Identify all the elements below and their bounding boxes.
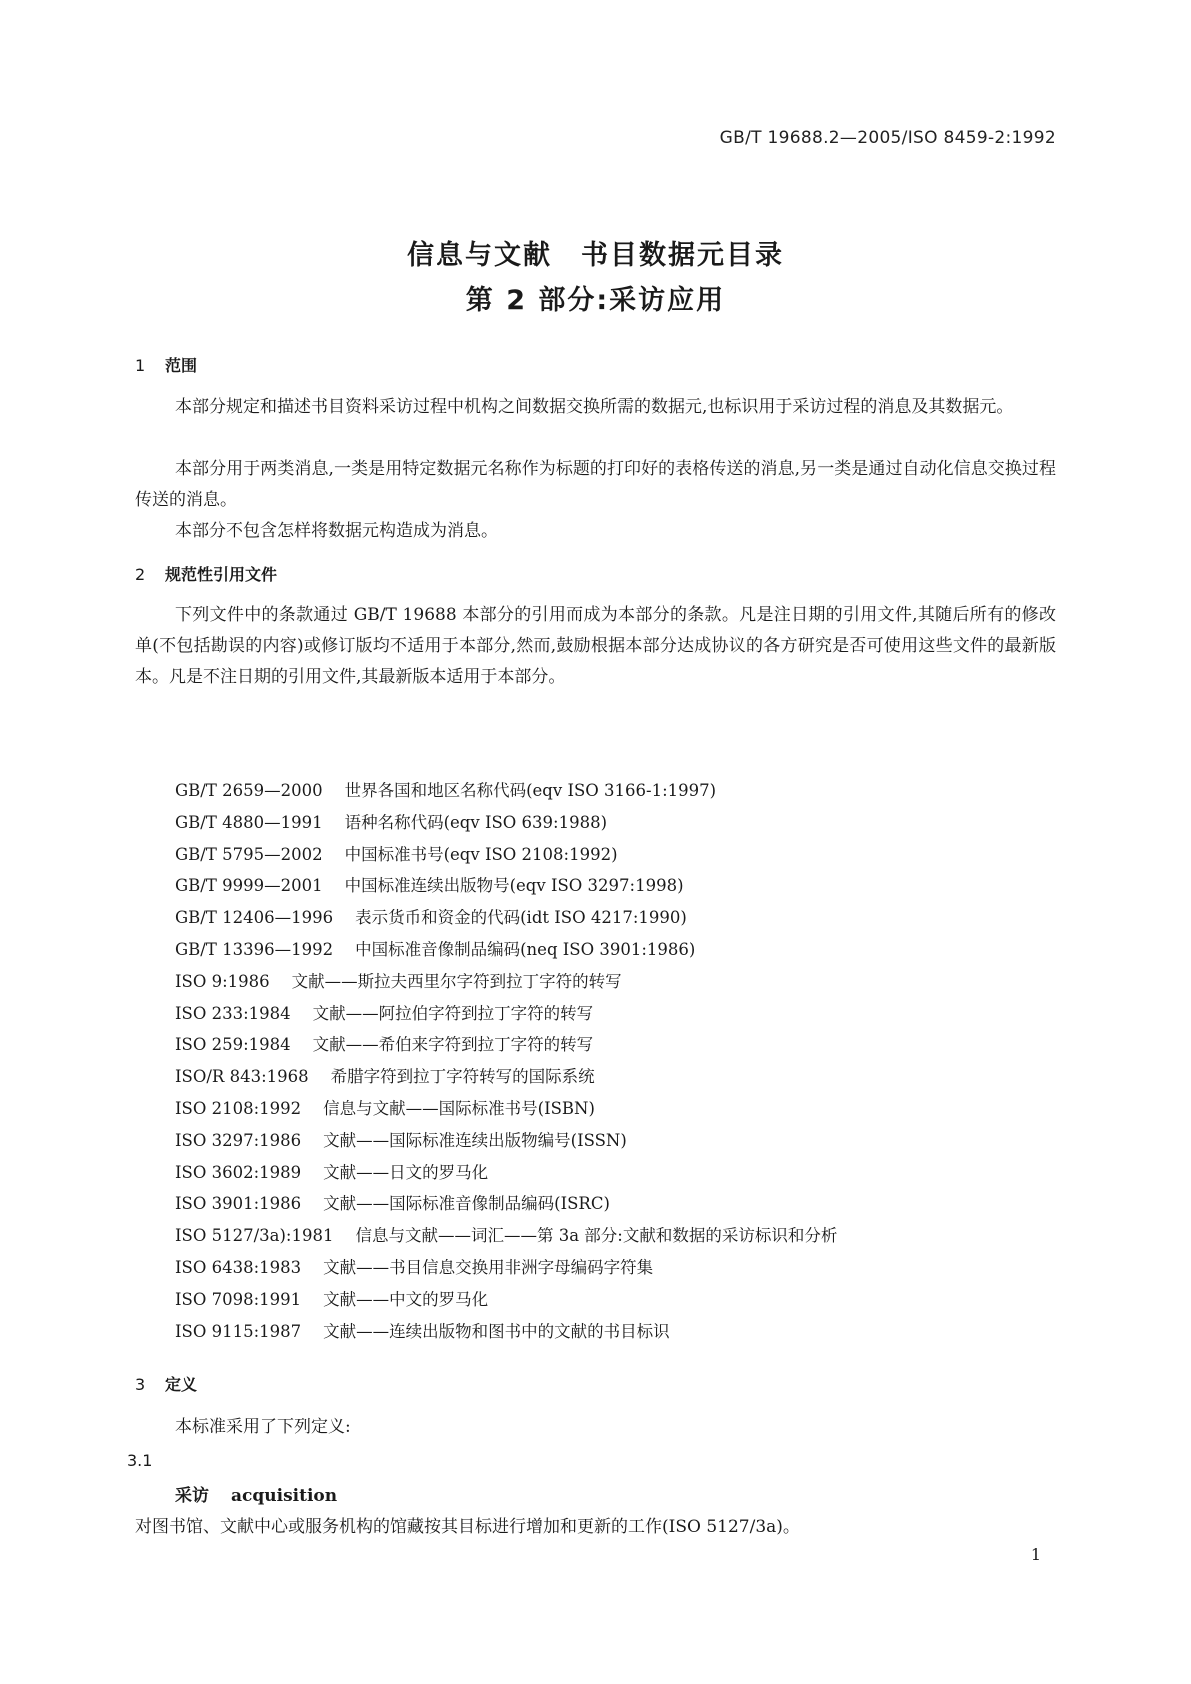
reference-code: GB/T 5795—2002 (175, 844, 323, 864)
section-2-heading (135, 562, 277, 585)
reference-title: 文献——希伯来字符到拉丁字符的转写 (312, 1035, 594, 1055)
reference-title: 文献——国际标准音像制品编码(ISRC) (323, 1194, 610, 1214)
reference-code: ISO 9115:1987 (175, 1321, 302, 1341)
reference-item (175, 1188, 837, 1220)
reference-title: 文献——国际标准连续出版物编号(ISSN) (323, 1130, 627, 1150)
reference-item (175, 1220, 837, 1252)
reference-item (175, 966, 837, 998)
reference-title: 世界各国和地区名称代码(eqv ISO 3166-1:1997) (344, 781, 717, 800)
reference-item (175, 775, 837, 807)
reference-code: GB/T 4880—1991 (175, 812, 323, 832)
reference-title: 中国标准连续出版物号(eqv ISO 3297:1998) (344, 876, 684, 896)
term-entry (175, 1481, 337, 1506)
reference-title: 语种名称代码(eqv ISO 639:1988) (344, 812, 608, 832)
scope-paragraph-1: 本部分规定和描述书目资料采访过程中机构之间数据交换所需的数据元,也标识用于采访过程的消息及其数据元。 (175, 397, 1014, 417)
reference-item (175, 1252, 837, 1284)
reference-code: GB/T 13396—1992 (175, 939, 334, 959)
reference-title: 文献——中文的罗马化 (323, 1289, 489, 1309)
reference-title: 信息与文献——国际标准书号(ISBN) (323, 1098, 595, 1118)
reference-code: ISO 9:1986 (175, 971, 270, 991)
reference-item (175, 902, 837, 934)
term-chinese: 采访 (175, 1486, 209, 1506)
reference-item (175, 1125, 837, 1157)
reference-code: ISO 2108:1992 (175, 1098, 302, 1118)
section-number: 3 (135, 1375, 146, 1394)
subclause-number: 3.1 (127, 1451, 153, 1470)
reference-code: ISO 3602:1989 (175, 1162, 302, 1182)
reference-code: ISO 6438:1983 (175, 1257, 302, 1277)
scope-paragraph-2: 本部分用于两类消息,一类是用特定数据元名称作为标题的打印好的表格传送的消息,另一类是通过自动化信息交换过程传送的消息。 (135, 459, 1056, 510)
reference-item (175, 1029, 837, 1061)
reference-code: GB/T 9999—2001 (175, 876, 323, 896)
reference-list (175, 775, 837, 1347)
section-title: 规范性引用文件 (165, 565, 278, 584)
reference-title: 信息与文献——词汇——第 3a 部分:文献和数据的采访标识和分析 (355, 1226, 838, 1246)
reference-code: ISO 5127/3a):1981 (175, 1226, 334, 1246)
reference-item (175, 934, 837, 966)
reference-title: 中国标准书号(eqv ISO 2108:1992) (344, 844, 618, 864)
normative-references-paragraph: 下列文件中的条款通过 GB/T 19688 本部分的引用而成为本部分的条款。凡是注日期的引用文件,其随后所有的修改单(不包括勘误的内容)或修订版均不适用于本部分,然而,鼓励根据本部分达成协议的各方研究是否可使用这些文件的最新版本。凡是不注日期的引用文件,其最新版本适用于本部分。 (135, 605, 1056, 687)
reference-code: ISO/R 843:1968 (175, 1067, 309, 1087)
reference-code: ISO 3901:1986 (175, 1194, 302, 1214)
reference-title: 表示货币和资金的代码(idt ISO 4217:1990) (355, 908, 687, 928)
reference-title: 文献——连续出版物和图书中的文献的书目标识 (323, 1321, 670, 1341)
reference-code: ISO 7098:1991 (175, 1289, 302, 1309)
reference-code: GB/T 2659—2000 (175, 781, 323, 800)
reference-title: 文献——斯拉夫西里尔字符到拉丁字符的转写 (291, 971, 622, 991)
term-definition: 对图书馆、文献中心或服务机构的馆藏按其目标进行增加和更新的工作(ISO 5127/3a)。 (135, 1517, 800, 1537)
section-title: 定义 (165, 1375, 198, 1394)
reference-title: 文献——书目信息交换用非洲字母编码字符集 (323, 1257, 654, 1277)
scope-paragraph-3: 本部分不包含怎样将数据元构造成为消息。 (175, 521, 498, 541)
section-1-heading (135, 353, 197, 376)
definitions-intro: 本标准采用了下列定义: (175, 1417, 351, 1437)
section-3-heading (135, 1372, 197, 1395)
reference-item (175, 870, 837, 902)
reference-item (175, 807, 837, 839)
reference-title: 中国标准音像制品编码(neq ISO 3901:1986) (355, 939, 696, 959)
reference-item (175, 1093, 837, 1125)
reference-title: 文献——日文的罗马化 (323, 1162, 489, 1182)
section-title: 范围 (165, 356, 198, 375)
document-subtitle: 第 2 部分:采访应用 (465, 285, 726, 316)
reference-code: GB/T 12406—1996 (175, 908, 334, 928)
reference-item (175, 1157, 837, 1189)
reference-item (175, 1284, 837, 1316)
reference-item (175, 1316, 837, 1348)
reference-title: 文献——阿拉伯字符到拉丁字符的转写 (312, 1003, 594, 1023)
reference-item (175, 839, 837, 871)
reference-item (175, 1061, 837, 1093)
standard-code-header: GB/T 19688.2—2005/ISO 8459-2:1992 (719, 128, 1056, 148)
reference-code: ISO 3297:1986 (175, 1130, 302, 1150)
reference-code: ISO 233:1984 (175, 1003, 291, 1023)
reference-item (175, 998, 837, 1030)
section-number: 1 (135, 356, 146, 375)
term-english: acquisition (231, 1486, 338, 1506)
reference-title: 希腊字符到拉丁字符转写的国际系统 (330, 1067, 595, 1087)
section-number: 2 (135, 565, 146, 584)
reference-code: ISO 259:1984 (175, 1035, 291, 1055)
document-title: 信息与文献 书目数据元目录 (407, 240, 784, 271)
page-number: 1 (1030, 1545, 1041, 1564)
